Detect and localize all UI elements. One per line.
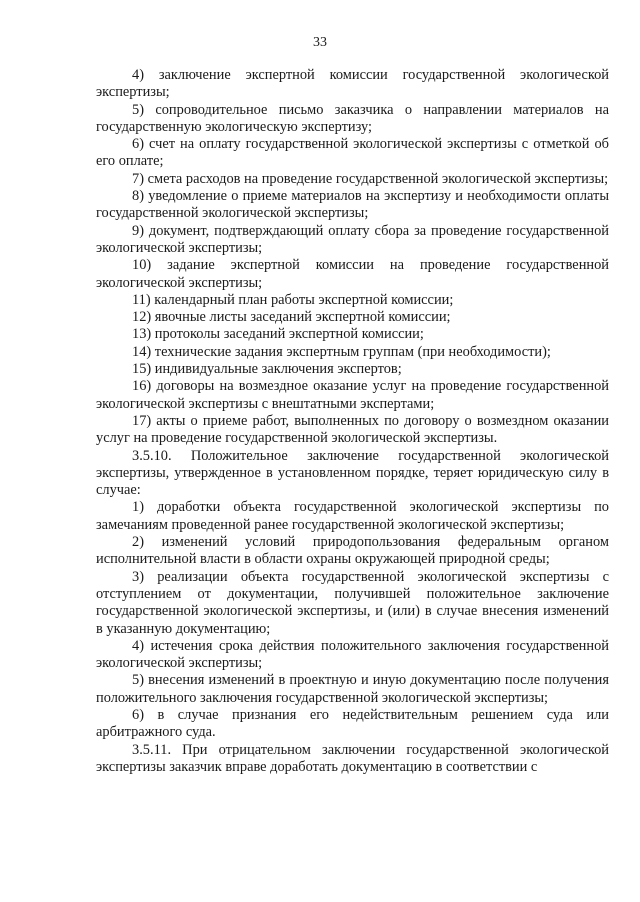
list-item-7: 7) смета расходов на проведение государственной экологической экспертизы;: [132, 170, 609, 187]
condition-item-5: 5) внесения изменений в проектную и иную документацию после получения положительного заключения государственной экологической экспертизы;: [96, 672, 609, 706]
condition-item-6: 6) в случае признания его недействительным решением суда или арбитражного суда.: [96, 706, 609, 741]
page-number: 33: [313, 35, 327, 50]
list-item-5: 5) сопроводительное письмо заказчика о направлении материалов на государственную экологическую экспертизу;: [96, 101, 609, 135]
condition-item-1: 1) доработки объекта государственной экологической экспертизы по замечаниям проведенной ранее государственной экологической экспертизы;: [96, 499, 609, 533]
list-item-15: 15) индивидуальные заключения экспертов;: [132, 361, 402, 378]
list-item-10: 10) задание экспертной комиссии на проведение государственной экологической экспертизы;: [96, 257, 609, 291]
list-item-11: 11) календарный план работы экспертной комиссии;: [132, 291, 454, 308]
section-3-5-10: 3.5.10. Положительное заключение государственной экологической экспертизы, утвержденное в установленном порядке, теряет юридическую силу в случае:: [96, 447, 609, 499]
condition-item-4: 4) истечения срока действия положительного заключения государственной экологической экспертизы;: [96, 637, 609, 672]
list-item-16: 16) договоры на возмездное оказание услуг на проведение государственной экологической экспертизы с внештатными экспертами;: [96, 378, 609, 412]
list-item-12: 12) явочные листы заседаний экспертной комиссии;: [132, 309, 451, 326]
list-item-4: 4) заключение экспертной комиссии государственной экологической экспертизы;: [96, 67, 609, 101]
list-item-6: 6) счет на оплату государственной экологической экспертизы с отметкой об его оплате;: [96, 136, 609, 170]
list-item-17: 17) акты о приеме работ, выполненных по договору о возмездном оказании услуг на проведение государственной экологической экспертизы.: [96, 412, 609, 447]
section-3-5-11: 3.5.11. При отрицательном заключении государственной экологической экспертизы заказчик вправе доработать документацию в соответствии с: [96, 741, 609, 775]
list-item-9: 9) документ, подтверждающий оплату сбора за проведение государственной экологической экспертизы;: [96, 222, 609, 256]
list-item-13: 13) протоколы заседаний экспертной комиссии;: [132, 326, 424, 343]
list-item-14: 14) технические задания экспертным группам (при необходимости);: [132, 343, 551, 360]
list-item-8: 8) уведомление о приеме материалов на экспертизу и необходимости оплаты государственной экологической экспертизы;: [96, 188, 609, 222]
document-body: [96, 67, 609, 776]
condition-item-3: 3) реализации объекта государственной экологической экспертизы с отступлением от документации, получившей положительное заключение государственной экологической экспертизы, и (или) в случае внесения изменений в указанную документацию;: [96, 568, 609, 637]
condition-item-2: 2) изменений условий природопользования федеральным органом исполнительной власти в области охраны окружающей природной среды;: [96, 534, 609, 568]
